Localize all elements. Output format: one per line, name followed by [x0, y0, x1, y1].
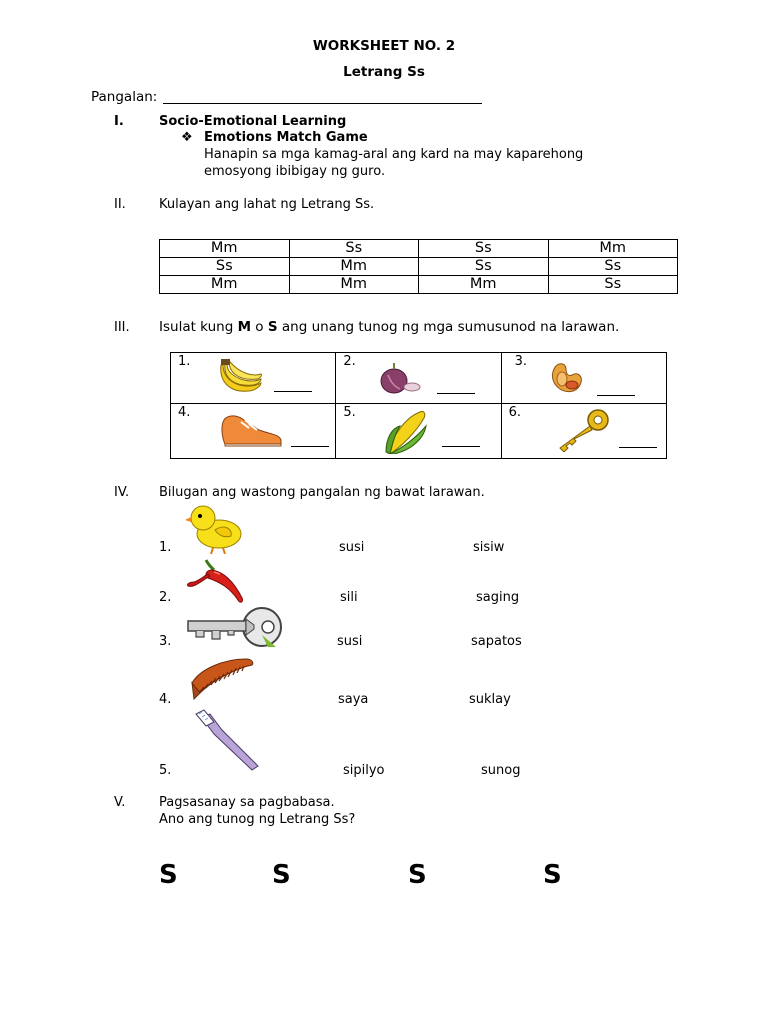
answer-blank[interactable]: [274, 391, 312, 392]
letter-cell[interactable]: Ss: [548, 258, 678, 276]
worksheet-subtitle: Letrang Ss: [343, 64, 425, 80]
choice-a[interactable]: sipilyo: [343, 763, 385, 778]
letter-cell[interactable]: Mm: [548, 240, 678, 258]
choice-b[interactable]: sisiw: [473, 540, 505, 555]
section1-line1: Hanapin sa mga kamag-aral ang kard na may kaparehong: [204, 147, 584, 162]
instruction-text: Isulat kung: [159, 319, 234, 335]
letter-cell[interactable]: Mm: [160, 276, 290, 294]
table-row: [171, 353, 667, 404]
item-number: 5.: [343, 405, 356, 420]
choice-a[interactable]: sili: [340, 590, 358, 605]
shoe-icon: [219, 408, 283, 448]
item-number: 2.: [159, 590, 172, 605]
section1-line2: emosyong ibibigay ng guro.: [204, 164, 386, 179]
picture-cell: [171, 353, 336, 404]
picture-cell: [501, 353, 666, 404]
section4-instruction: Bilugan ang wastong pangalan ng bawat larawan.: [159, 485, 485, 500]
answer-blank[interactable]: [437, 393, 475, 394]
key-icon: [554, 408, 610, 452]
table-row: [160, 276, 678, 294]
onion-icon: [378, 361, 422, 395]
corn-icon: [382, 408, 428, 454]
item-number: 3.: [159, 634, 172, 649]
letter-cell[interactable]: Mm: [160, 240, 290, 258]
picture-cell: [501, 404, 666, 459]
word-o: o: [255, 319, 264, 335]
worksheet-title: WORKSHEET NO. 2: [312, 38, 456, 54]
section5-line2: Ano ang tunog ng Letrang Ss?: [159, 812, 356, 827]
peanut-icon: [546, 359, 586, 399]
picture-cell: [171, 404, 336, 459]
letters-table: [159, 239, 678, 294]
item-number: 4.: [159, 692, 172, 707]
letter-cell[interactable]: Ss: [289, 240, 419, 258]
item-number: 3.: [514, 354, 528, 369]
section4-numeral: IV.: [114, 485, 130, 500]
picture-table: [170, 352, 667, 459]
big-letter-s: S: [408, 860, 427, 890]
choice-b[interactable]: suklay: [469, 692, 511, 707]
diamond-bullet-icon: ❖: [181, 130, 193, 145]
item-number: 6.: [508, 405, 522, 420]
choice-b[interactable]: sapatos: [471, 634, 522, 649]
item-number: 1.: [178, 354, 191, 369]
choice-a[interactable]: saya: [338, 692, 369, 707]
name-line: [163, 103, 482, 104]
choice-a[interactable]: susi: [337, 634, 363, 649]
choice-b[interactable]: sunog: [481, 763, 521, 778]
instruction-text: ang unang tunog ng mga sumusunod na larawan.: [281, 319, 620, 335]
chick-icon: [183, 502, 245, 554]
table-row: [171, 404, 667, 459]
answer-blank[interactable]: [291, 446, 329, 447]
letter-cell[interactable]: Ss: [419, 258, 549, 276]
answer-blank[interactable]: [619, 447, 657, 448]
banana-icon: [215, 357, 263, 397]
section1-numeral: I.: [114, 114, 124, 129]
section5-numeral: V.: [114, 795, 126, 810]
item-number: 2.: [343, 354, 356, 369]
table-row: [160, 240, 678, 258]
name-label: Pangalan:: [91, 89, 158, 105]
toothbrush-icon: [192, 708, 266, 774]
letter-cell[interactable]: Mm: [289, 258, 419, 276]
big-letter-s: S: [272, 860, 291, 890]
big-letter-s: S: [543, 860, 562, 890]
letter-cell[interactable]: Mm: [289, 276, 419, 294]
table-row: [160, 258, 678, 276]
letter-s: S: [267, 319, 278, 335]
section5-line1: Pagsasanay sa pagbabasa.: [159, 795, 335, 810]
letter-cell[interactable]: Ss: [160, 258, 290, 276]
letter-cell[interactable]: Ss: [548, 276, 678, 294]
letter-cell[interactable]: Ss: [419, 240, 549, 258]
chili-icon: [184, 558, 250, 604]
picture-cell: [336, 404, 501, 459]
section1-subheading: Emotions Match Game: [204, 130, 368, 145]
big-letter-s: S: [159, 860, 178, 890]
section3-instruction: [159, 319, 619, 335]
item-number: 1.: [159, 540, 172, 555]
comb-icon: [186, 655, 256, 701]
section2-instruction: Kulayan ang lahat ng Letrang Ss.: [159, 197, 375, 212]
picture-cell: [336, 353, 501, 404]
key-icon: [184, 605, 284, 649]
section2-numeral: II.: [114, 197, 126, 212]
answer-blank[interactable]: [597, 395, 635, 396]
choice-b[interactable]: saging: [476, 590, 520, 605]
answer-blank[interactable]: [442, 446, 480, 447]
letter-cell[interactable]: Mm: [419, 276, 549, 294]
section3-numeral: III.: [114, 320, 130, 335]
choice-a[interactable]: susi: [339, 540, 365, 555]
letter-m: M: [237, 319, 251, 335]
item-number: 4.: [178, 405, 191, 420]
section1-heading: Socio-Emotional Learning: [159, 114, 347, 129]
item-number: 5.: [159, 763, 172, 778]
